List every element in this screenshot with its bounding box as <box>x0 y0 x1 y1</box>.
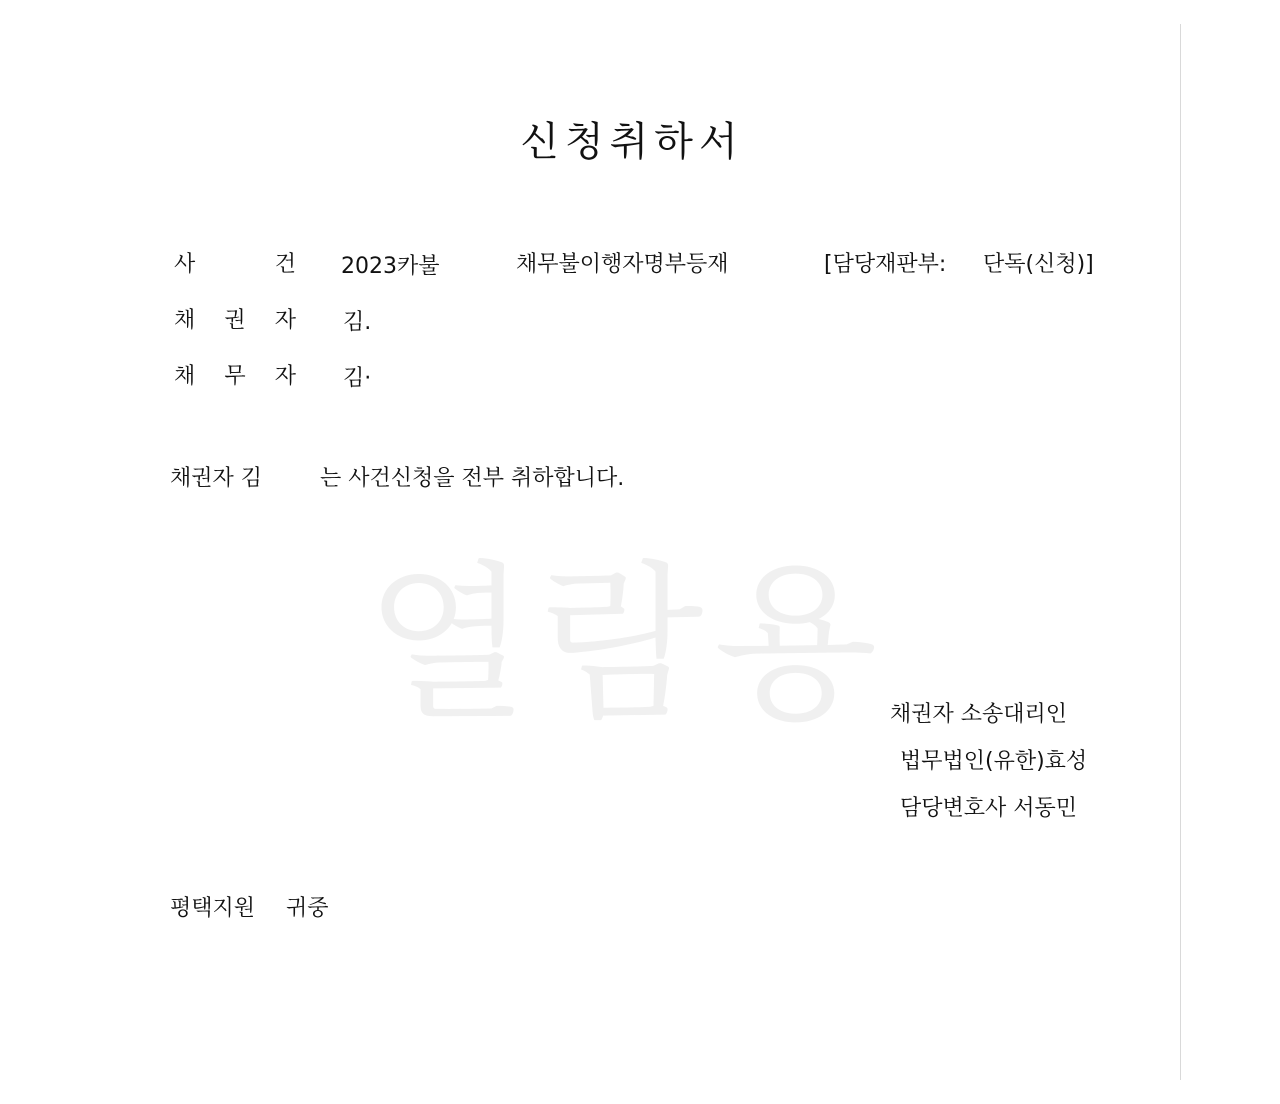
division-value: 단독(신청)] <box>983 252 1094 277</box>
addressee-court: 평택지원 <box>170 896 256 921</box>
signature-attorney: 담당변호사 서동민 <box>900 796 1078 821</box>
case-label <box>174 252 296 278</box>
addressee-honorific: 귀중 <box>286 896 329 921</box>
case-label-char: 사 <box>174 252 196 277</box>
statement-prefix: 채권자 김 <box>170 466 263 491</box>
document-title: 신청취하서 <box>520 119 744 165</box>
signature-firm: 법무법인(유한)효성 <box>900 749 1088 774</box>
case-label-char: 건 <box>274 252 296 277</box>
debtor-label-char: 채 <box>174 364 196 389</box>
case-number: 2023카불 <box>341 254 440 279</box>
debtor-label-char: 자 <box>274 364 296 389</box>
creditor-value: 김. <box>343 310 372 335</box>
debtor-label <box>174 364 296 390</box>
creditor-label-char: 자 <box>274 308 296 333</box>
division-label: [담당재판부: <box>824 252 947 277</box>
watermark: 열람용 <box>365 546 888 744</box>
creditor-label-char: 채 <box>174 308 196 333</box>
signature-role: 채권자 소송대리인 <box>890 702 1068 727</box>
page-edge-line <box>1180 24 1181 1080</box>
creditor-label <box>174 308 296 334</box>
creditor-label-char: 권 <box>224 308 246 333</box>
case-name: 채무불이행자명부등재 <box>516 252 729 277</box>
debtor-value: 김· <box>343 366 372 391</box>
statement-text: 는 사건신청을 전부 취하합니다. <box>320 466 625 491</box>
debtor-label-char: 무 <box>224 364 246 389</box>
